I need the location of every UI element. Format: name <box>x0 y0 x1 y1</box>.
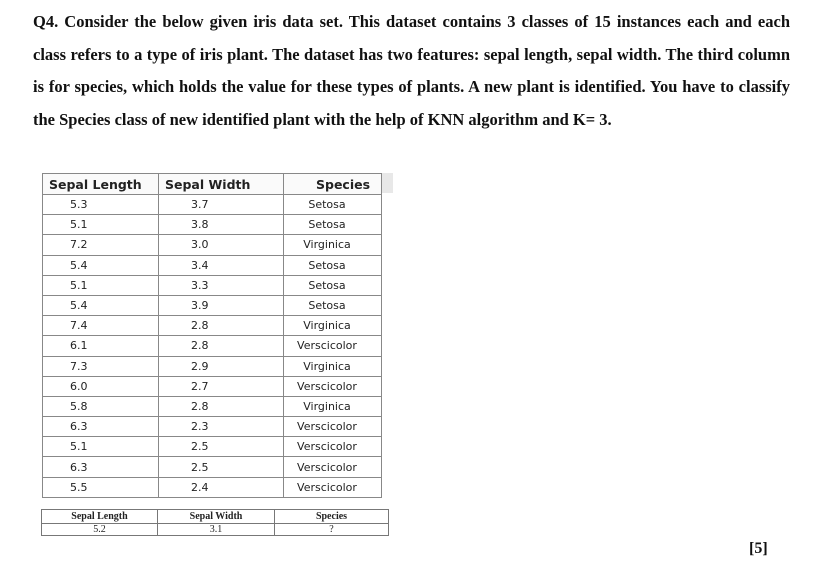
cell-sepal-length: 7.4 <box>43 316 159 336</box>
cell-sepal-width: 2.7 <box>159 376 284 396</box>
query-header-sepal-width: Sepal Width <box>158 510 275 524</box>
species-label: Virginica <box>303 238 351 252</box>
species-label: Virginica <box>303 399 351 413</box>
header-species: Species <box>284 174 382 195</box>
cell-sepal-width: 2.8 <box>159 316 284 336</box>
table-row <box>43 396 382 416</box>
query-sepal-width: 3.1 <box>158 524 275 536</box>
species-label: Virginica <box>303 319 351 333</box>
cell-species <box>284 477 382 497</box>
header-shade <box>381 173 393 193</box>
cell-sepal-length: 5.1 <box>43 215 159 235</box>
cell-species <box>284 336 382 356</box>
cell-sepal-length: 5.4 <box>43 255 159 275</box>
cell-sepal-length: 5.1 <box>43 437 159 457</box>
cell-sepal-width: 3.0 <box>159 235 284 255</box>
table-row <box>43 336 382 356</box>
cell-sepal-width: 2.5 <box>159 457 284 477</box>
marks-label: [5] <box>749 540 768 557</box>
table-row <box>43 437 382 457</box>
species-label: Verscicolor <box>297 379 357 393</box>
query-header-row <box>42 510 389 524</box>
table-header-row <box>43 174 382 195</box>
species-label: Verscicolor <box>297 339 357 353</box>
species-label: Setosa <box>308 258 346 272</box>
cell-sepal-length: 6.3 <box>43 417 159 437</box>
cell-sepal-width: 2.8 <box>159 396 284 416</box>
table-row <box>43 417 382 437</box>
cell-species <box>284 235 382 255</box>
cell-species <box>284 396 382 416</box>
table-row <box>43 477 382 497</box>
species-label: Setosa <box>308 278 346 292</box>
header-sepal-width: Sepal Width <box>159 174 284 195</box>
cell-species <box>284 356 382 376</box>
table-row <box>43 215 382 235</box>
table-row <box>43 195 382 215</box>
query-sepal-length: 5.2 <box>42 524 158 536</box>
cell-species <box>284 195 382 215</box>
cell-sepal-length: 7.3 <box>43 356 159 376</box>
species-label: Setosa <box>308 198 346 212</box>
cell-species <box>284 255 382 275</box>
new-plant-table <box>41 509 389 536</box>
cell-species <box>284 437 382 457</box>
cell-sepal-length: 5.1 <box>43 275 159 295</box>
cell-species <box>284 457 382 477</box>
header-sepal-length: Sepal Length <box>43 174 159 195</box>
cell-sepal-width: 2.5 <box>159 437 284 457</box>
species-label: Verscicolor <box>297 460 357 474</box>
cell-species <box>284 275 382 295</box>
species-label: Virginica <box>303 359 351 373</box>
table-row <box>43 316 382 336</box>
cell-sepal-length: 5.3 <box>43 195 159 215</box>
cell-sepal-width: 2.8 <box>159 336 284 356</box>
table-row <box>43 295 382 315</box>
cell-sepal-width: 3.8 <box>159 215 284 235</box>
cell-sepal-width: 3.7 <box>159 195 284 215</box>
table-row <box>43 255 382 275</box>
species-label: Setosa <box>308 218 346 232</box>
cell-sepal-width: 3.3 <box>159 275 284 295</box>
cell-sepal-width: 3.9 <box>159 295 284 315</box>
query-header-sepal-length: Sepal Length <box>42 510 158 524</box>
cell-sepal-length: 5.5 <box>43 477 159 497</box>
cell-species <box>284 316 382 336</box>
query-value-row <box>42 524 389 536</box>
question-text: Q4. Consider the below given iris data set. This dataset contains 3 classes of 15 instances each and each class refers to a type of iris plant. The dataset has two features: sepal length, sepal width. The third column is for species, which holds the value for these types of plants. A new plant is identified. You have to classify the Species class of new identified plant with the help of KNN algorithm and K= 3. <box>33 12 790 129</box>
table-row <box>43 275 382 295</box>
species-label: Verscicolor <box>297 480 357 494</box>
cell-sepal-width: 2.9 <box>159 356 284 376</box>
query-species: ? <box>275 524 389 536</box>
cell-sepal-length: 6.1 <box>43 336 159 356</box>
species-label: Setosa <box>308 299 346 313</box>
cell-sepal-length: 7.2 <box>43 235 159 255</box>
cell-species <box>284 295 382 315</box>
cell-sepal-width: 2.4 <box>159 477 284 497</box>
table-row <box>43 457 382 477</box>
cell-sepal-width: 2.3 <box>159 417 284 437</box>
cell-sepal-length: 5.4 <box>43 295 159 315</box>
species-label: Verscicolor <box>297 440 357 454</box>
query-header-species: Species <box>275 510 389 524</box>
cell-species <box>284 417 382 437</box>
cell-sepal-length: 6.3 <box>43 457 159 477</box>
cell-sepal-length: 5.8 <box>43 396 159 416</box>
species-label: Verscicolor <box>297 420 357 434</box>
cell-species <box>284 215 382 235</box>
cell-sepal-width: 3.4 <box>159 255 284 275</box>
table-row <box>43 356 382 376</box>
table-row <box>43 376 382 396</box>
table-row <box>43 235 382 255</box>
cell-sepal-length: 6.0 <box>43 376 159 396</box>
iris-dataset-table <box>42 173 382 498</box>
cell-species <box>284 376 382 396</box>
